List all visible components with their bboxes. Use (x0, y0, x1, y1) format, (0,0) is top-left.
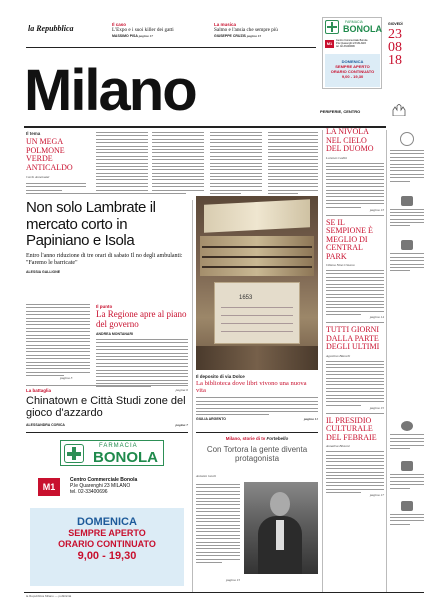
left-headline[interactable]: UN MEGA POLMONE VERDE ANTICALDO (26, 137, 73, 172)
teaser-2-author: GIUSEPPE CRUZIS (214, 34, 246, 38)
right-story-1-headline: LA NIVOLA NEL CIELO DEL DUOMO (326, 127, 374, 153)
right-story-4-continue: pagina 17 (369, 492, 384, 497)
tortora-story[interactable] (196, 436, 318, 463)
top-ad[interactable] (322, 17, 382, 89)
right-story-2-continue: pagina 14 (369, 315, 384, 320)
right-story-4-headline: IL PRESIDIO CULTURALE DEL FEBRAIE (326, 415, 377, 442)
main-story[interactable] (26, 200, 188, 274)
right-story-2-headline: SE IL SEMPIONE È MEGLIO DI CENTRAL PARK (326, 217, 373, 261)
right-story-3-headline: TUTTI GIORNI DALLA PARTE DEGLI ULTIMI (326, 325, 380, 352)
top-ad-hours: 9,00 - 19,30 (341, 74, 364, 79)
left-author: Carlo Annovazzi (26, 175, 50, 179)
tortora-kicker-2: Fortebello (266, 436, 289, 441)
teaser-1[interactable] (112, 22, 214, 38)
region-author: ANDREA MONTANARI (96, 332, 133, 336)
bottom-ad-address: P.le Quarenghi 23 MILANO (70, 483, 131, 489)
left-column (26, 131, 86, 191)
weather-icon (400, 132, 414, 146)
teaser-2-title: Salmo e l'ansia che sempre più (214, 27, 278, 33)
teaser-1-kicker: Il caso (112, 22, 127, 27)
chinatown-story[interactable] (26, 388, 188, 427)
teaser-1-title: L'Expo e i suoi killer dei gatti (112, 27, 174, 33)
photo-page: pagina 11 (303, 417, 318, 422)
teaser-2-kicker: La musica (214, 22, 237, 27)
region-kicker: Il punto (96, 304, 113, 309)
text-col-1 (96, 132, 148, 194)
right-story-4[interactable] (326, 417, 384, 497)
main-headline: Non solo Lambrate il mercato corto in Papiniano e Isola (26, 199, 156, 249)
main-subhead: Entro l'anno riduzione di tre orari di sabato Il no degli ambulanti: "Faremo le barricate" (26, 252, 183, 266)
index-icon-1 (401, 196, 413, 206)
bottom-ad-open: SEMPRE APERTO (68, 528, 146, 538)
date-weekday: GIOVEDÌ (388, 22, 403, 26)
top-ad-brand-small: FARMACIA (345, 20, 363, 24)
date-day: 23 (388, 27, 402, 42)
index-icon-4 (401, 461, 413, 471)
teaser-2[interactable] (214, 22, 308, 38)
top-ad-phone: tel. 02-33400696 (336, 45, 355, 48)
index-column (390, 132, 424, 525)
bottom-ad-logo (60, 440, 164, 466)
region-headline: La Regione apre al piano del governo (96, 309, 187, 329)
bottom-ad-phone: tel. 02-33400696 (70, 489, 108, 495)
photo-kicker: Il deposito di via Dolce (196, 374, 245, 379)
main-author: ALESSIA GALLIONE (26, 269, 61, 274)
bottom-ad-hours-label: ORARIO CONTINUATO (58, 539, 156, 549)
edition-label: PERIFERIE, CENTRO (320, 109, 361, 114)
main-continue: pagina 3 (60, 376, 73, 380)
cathedral-icon (392, 103, 406, 115)
text-col-3 (210, 132, 262, 194)
right-story-3-author: Agostino Bianchi (326, 353, 351, 358)
bottom-ad-m1: M1 (38, 478, 60, 496)
text-col-2 (152, 132, 204, 194)
chinatown-kicker: La battaglia (26, 388, 52, 393)
chinatown-headline: Chinatown e Città Studi zone del gioco d'azzardo (26, 395, 186, 419)
date-month: 08 (388, 40, 402, 55)
right-column (326, 128, 384, 497)
teaser-2-page: pagina 15 (246, 34, 262, 38)
tortora-photo (244, 482, 318, 574)
footer: la Repubblica Milano — pubblicità (26, 594, 72, 598)
main-text-1 (26, 304, 90, 376)
top-ad-address: P.le Quarenghi 23 MILANO (336, 42, 367, 45)
brand-logo[interactable]: la Repubblica (28, 24, 74, 33)
photo-author: GIULIA ARGENTO (196, 417, 227, 422)
right-story-2[interactable] (326, 219, 384, 320)
right-story-1-continue: pagina 13 (369, 207, 384, 212)
right-story-1[interactable] (326, 128, 384, 212)
region-story[interactable] (96, 304, 188, 392)
top-ad-sunday: DOMENICA (341, 59, 364, 64)
index-icon-2 (401, 240, 413, 250)
right-story-2-author: Oliana Nino Umano (326, 263, 355, 268)
index-icon-3 (401, 421, 413, 431)
page-title: Milano (24, 58, 196, 123)
top-ad-hours-label: ORARIO CONTINUATO (330, 69, 375, 74)
top-ad-open: SEMPRE APERTO (335, 64, 370, 69)
bottom-ad-hours: 9,00 - 19,30 (77, 550, 137, 562)
region-continue: pagina 6 (175, 388, 188, 393)
bottom-ad[interactable] (26, 438, 188, 590)
photo-headline: La biblioteca dove libri vivono una nuova vita (196, 380, 307, 395)
date-year: 18 (388, 53, 402, 68)
text-col-4 (268, 132, 318, 194)
index-icon-5 (401, 501, 413, 511)
bottom-ad-brand-small: FARMACIA (99, 443, 138, 449)
teaser-1-page: pagina 17 (138, 34, 154, 38)
right-story-1-author: Lorenzo Gobbi (326, 155, 347, 160)
top-ad-brand: BONOLA (343, 24, 382, 34)
date-block (388, 22, 424, 67)
photo-caption[interactable] (196, 374, 318, 421)
bottom-ad-center: Centro Commerciale Bonola (70, 477, 138, 483)
tortora-author: Antonio Gnoli (196, 474, 216, 478)
archive-photo (196, 196, 318, 370)
pharmacy-cross-icon (64, 444, 84, 463)
teaser-1-author: MASSIMO PISA (112, 34, 138, 38)
top-ad-center: Centro Commerciale Bonola (336, 39, 368, 42)
tortora-kicker: Milano, storie di tv (225, 436, 266, 441)
chinatown-continue: pagina 7 (175, 423, 188, 427)
right-story-4-author: Annalisa Bissoni (326, 444, 350, 449)
pharmacy-cross-icon (325, 20, 339, 34)
bottom-ad-sunday: DOMENICA (77, 516, 137, 528)
left-section: Il tema (26, 131, 41, 136)
tortora-continue: pagina 15 (226, 578, 241, 582)
right-story-3[interactable] (326, 326, 384, 410)
tortora-headline: Con Tortora la gente diventa protagonista (206, 445, 308, 463)
tortora-text (196, 484, 240, 563)
bottom-ad-brand: BONOLA (93, 449, 158, 466)
right-story-3-continue: pagina 15 (369, 405, 384, 410)
chinatown-author: ALESSANDRA CORICA (26, 423, 65, 427)
card-number: 1653 (239, 295, 253, 301)
top-ad-m1: M1 (326, 41, 333, 46)
